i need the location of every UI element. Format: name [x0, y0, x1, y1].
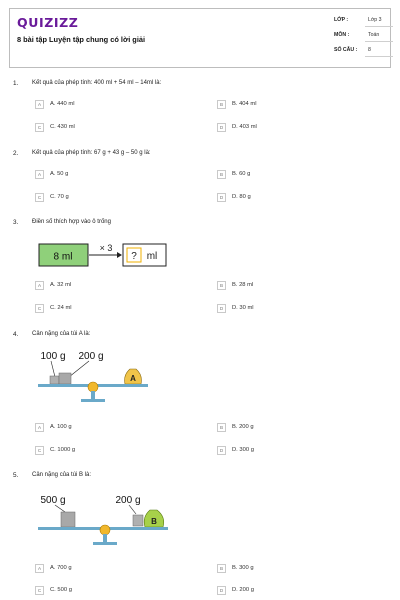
quizizz-logo: QUIZIZZ — [17, 15, 79, 30]
option-letter-box: C — [35, 586, 44, 595]
question-text: Kết quả của phép tính: 67 g + 43 g – 50 g là: — [32, 150, 151, 156]
option-text: C. 24 ml — [50, 305, 72, 311]
option-text: A. 50 g — [50, 171, 69, 177]
class-label: LỚP : — [334, 17, 349, 23]
option-text: B. 404 ml — [232, 101, 257, 107]
option-text: D. 200 g — [232, 587, 254, 593]
option-text: D. 30 ml — [232, 305, 254, 311]
bag-a-label: A — [130, 374, 136, 383]
question-number: 3. — [13, 219, 19, 226]
class-underline — [365, 26, 393, 27]
weight-label-100g: 100 g — [40, 351, 66, 362]
option-letter-box: B — [217, 423, 226, 432]
weight-icon — [133, 515, 143, 526]
start-value: 8 ml — [53, 251, 73, 263]
scale-base — [81, 399, 105, 402]
count-label: SỐ CÂU : — [334, 47, 358, 53]
option-text: B. 200 g — [232, 424, 254, 430]
scale-stand — [103, 534, 107, 542]
option-text: B. 28 ml — [232, 282, 254, 288]
question-number: 2. — [13, 150, 19, 157]
scale-stand — [91, 391, 95, 399]
option-text: D. 403 ml — [232, 124, 257, 130]
unknown-mark: ? — [131, 251, 137, 262]
option-text: A. 32 ml — [50, 282, 72, 288]
scale-dial-icon — [100, 525, 110, 535]
worksheet-title: 8 bài tập Luyện tập chung có lời giải — [17, 35, 146, 44]
subject-underline — [365, 41, 393, 42]
pointer-line — [51, 361, 55, 377]
question-text: Điền số thích hợp vào ô trống — [32, 219, 111, 225]
option-text: A. 100 g — [50, 424, 72, 430]
subject-label: MÔN : — [334, 32, 350, 38]
option-text: C. 1000 g — [50, 447, 76, 453]
option-text: C. 70 g — [50, 194, 69, 200]
scale-dial-icon — [88, 382, 98, 392]
weight-icon — [61, 512, 75, 527]
option-letter-box: D — [217, 193, 226, 202]
option-letter-box: D — [217, 123, 226, 132]
option-letter-box: D — [217, 586, 226, 595]
option-text: B. 300 g — [232, 565, 254, 571]
arrow-head-icon — [117, 252, 122, 258]
question-text: Cân nặng của túi B là: — [32, 472, 92, 478]
question-number: 4. — [13, 331, 19, 338]
worksheet-header — [9, 8, 391, 68]
option-letter-box: B — [217, 170, 226, 179]
option-letter-box: C — [35, 304, 44, 313]
option-letter-box: C — [35, 123, 44, 132]
option-letter-box: B — [217, 281, 226, 290]
weight-label-200g: 200 g — [115, 495, 141, 506]
balance-scale-figure — [33, 488, 183, 554]
count-underline — [365, 56, 393, 57]
option-text: B. 60 g — [232, 171, 251, 177]
count-value: 8 — [368, 47, 371, 53]
option-letter-box: B — [217, 564, 226, 573]
option-text: D. 300 g — [232, 447, 254, 453]
weight-icon — [50, 376, 59, 384]
option-letter-box: A — [35, 564, 44, 573]
question-number: 1. — [13, 80, 19, 87]
bag-b-label: B — [151, 517, 157, 526]
class-value: Lớp 3 — [368, 17, 382, 23]
option-letter-box: B — [217, 100, 226, 109]
option-text: D. 80 g — [232, 194, 251, 200]
option-letter-box: A — [35, 423, 44, 432]
weight-label-500g: 500 g — [40, 495, 66, 506]
option-text: C. 500 g — [50, 587, 72, 593]
operation-label: × 3 — [99, 243, 113, 253]
subject-value: Toán — [368, 32, 380, 38]
question-text: Kết quả của phép tính: 400 ml + 54 ml – 14ml là: — [32, 80, 162, 86]
option-text: C. 430 ml — [50, 124, 75, 130]
option-text: A. 440 ml — [50, 101, 75, 107]
option-letter-box: A — [35, 100, 44, 109]
multiplication-figure — [38, 239, 170, 271]
question-number: 5. — [13, 472, 19, 479]
option-letter-box: D — [217, 304, 226, 313]
weight-label-200g: 200 g — [78, 351, 104, 362]
balance-scale-figure — [33, 347, 163, 407]
weight-icon — [59, 373, 71, 384]
option-letter-box: A — [35, 170, 44, 179]
pointer-line — [129, 505, 136, 514]
question-text: Cân nặng của túi A là: — [32, 331, 91, 337]
option-letter-box: C — [35, 193, 44, 202]
pointer-line — [55, 505, 65, 512]
pointer-line — [69, 361, 89, 377]
option-text: A. 700 g — [50, 565, 72, 571]
option-letter-box: A — [35, 281, 44, 290]
option-letter-box: C — [35, 446, 44, 455]
scale-base — [93, 542, 117, 545]
option-letter-box: D — [217, 446, 226, 455]
result-unit: ml — [146, 251, 158, 262]
